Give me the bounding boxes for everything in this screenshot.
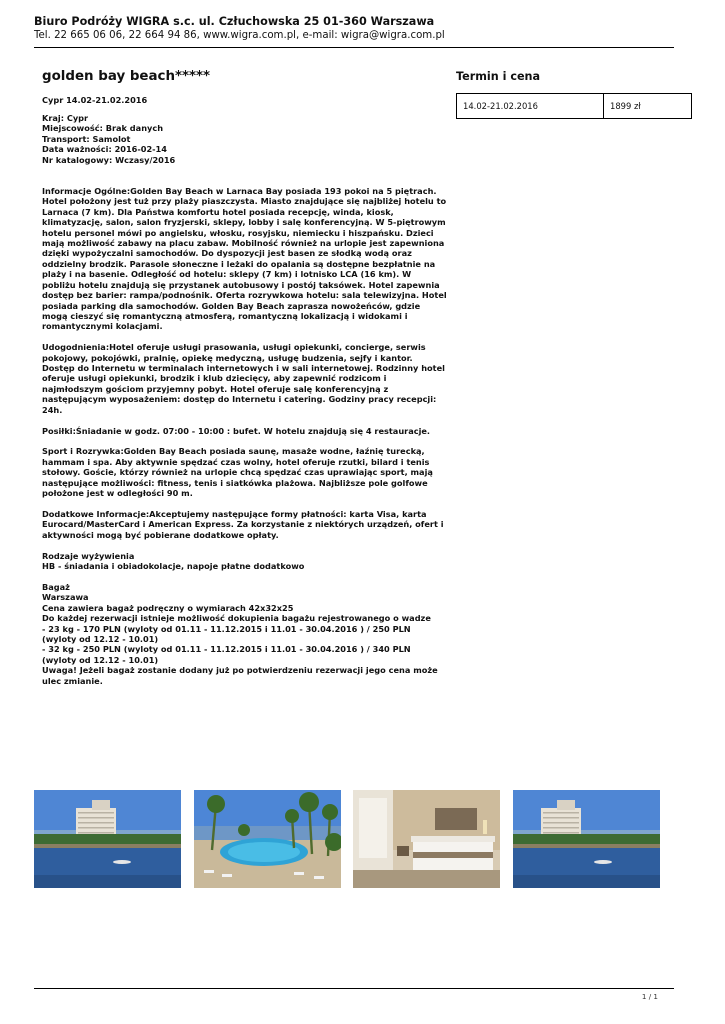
room-photo[interactable] bbox=[353, 790, 500, 888]
footer-divider bbox=[34, 988, 674, 989]
info-amenities: Udogodnienia:Hotel oferuje usługi prasowania, usługi opiekunki, concierge, serwis pokojowy, pokojówki, pralnię, opiekę medyczną, usługę budzenia, sejfy i kantor. Dostęp do Internetu w terminalach internetowych i w sali internetowej. Rodzinny hotel oferuje usługi opiekunki, brodzik i klub dziecięcy, aby zapewnić rodzicom i najmłodszym gościom przyjemny pobyt. Hotel oferuje salę konferencyjną z następującym wyposażeniem: dostęp do Internetu i catering. Godziny pracy recepcji: 24h. bbox=[42, 342, 445, 415]
term-price-title: Termin i cena bbox=[456, 70, 541, 83]
offer-dates: Cypr 14.02-21.02.2016 bbox=[42, 95, 148, 105]
meta-transport: Transport: Samolot bbox=[42, 133, 131, 144]
baggage-hand: Cena zawiera bagaż podręczny o wymiarach 42x32x25 bbox=[42, 602, 294, 613]
board-section bbox=[42, 551, 447, 572]
meta-location: Miejscowość: Brak danych bbox=[42, 123, 164, 134]
table-row bbox=[457, 94, 692, 119]
baggage-section bbox=[42, 582, 447, 686]
term-cell: 14.02-21.02.2016 bbox=[457, 94, 604, 119]
info-extra: Dodatkowe Informacje:Akceptujemy następujące formy płatności: karta Visa, karta Eurocard/MasterCard i American Express. Za korzystanie z niektórych urządzeń, ofert i aktywności mogą być pobierane dodatkowe opłaty. bbox=[42, 509, 444, 540]
offer-meta bbox=[42, 113, 447, 165]
price-table bbox=[456, 93, 692, 119]
info-sport: Sport i Rozrywka:Golden Bay Beach posiada saunę, masaże wodne, łaźnię turecką, hammam i spa. Aby aktywnie spędzać czas wolny, hotel oferuje rzutki, bilard i tenis stołowy. Goście, którzy również na urlopie chcą spędzać czas uprawiając sport, mają następujące możliwości: fitness, tenis i siatkówka plażowa. Najbliższe pole golfowe położone jest w odległości 90 m. bbox=[42, 446, 433, 499]
photo-gallery bbox=[34, 790, 660, 888]
baggage-option-32kg: - 32 kg - 250 PLN (wyloty od 01.11 - 11.12.2015 i 11.01 - 30.04.2016 ) / 340 PLN (wyloty od 12.12 - 10.01) bbox=[42, 644, 411, 665]
header-divider bbox=[34, 47, 674, 48]
hotel-exterior-photo[interactable] bbox=[34, 790, 181, 888]
page-number: 1 / 1 bbox=[641, 992, 658, 1001]
baggage-city: Warszawa bbox=[42, 592, 89, 603]
meta-valid-date: Data ważności: 2016-02-14 bbox=[42, 144, 167, 155]
offer-main bbox=[42, 68, 447, 686]
baggage-title: Bagaż bbox=[42, 582, 70, 593]
baggage-option-intro: Do każdej rezerwacji istnieje możliwość dokupienia bagażu rejestrowanego o wadze bbox=[42, 613, 431, 624]
baggage-option-23kg: - 23 kg - 170 PLN (wyloty od 01.11 - 11.12.2015 i 11.01 - 30.04.2016 ) / 250 PLN (wyloty od 12.12 - 10.01) bbox=[42, 623, 411, 645]
board-title: Rodzaje wyżywienia bbox=[42, 550, 135, 561]
board-text: HB - śniadania i obiadokolacje, napoje płatne dodatkowo bbox=[42, 561, 305, 572]
price-cell: 1899 zł bbox=[604, 94, 692, 119]
info-meals: Posiłki:Śniadanie w godz. 07:00 - 10:00 : bufet. W hotelu znajdują się 4 restauracje. bbox=[42, 425, 431, 436]
hotel-exterior-photo-2[interactable] bbox=[513, 790, 660, 888]
meta-catalog-number: Nr katalogowy: Wczasy/2016 bbox=[42, 154, 176, 165]
info-general: Informacje Ogólne:Golden Bay Beach w Larnaca Bay posiada 193 pokoi na 5 piętrach. Hotel położony jest tuż przy plaży piaszczysta. Miasto znajdujące się najbliżej hotelu to Larnaca (7 km). Dla Państwa komfortu hotel posiada recepcję, winda, kiosk, klimatyzację, salon, salon fryzjerski, sklepy, lobby i salę konferencyjną. W 5-piętrowym hotelu personel mówi po angielsku, włosku, rosyjsku, niemiecku i hiszpańsku. Dzieci mają możliwość zabawy na placu zabaw. Mobilność również na urlopie jest zapewniona dzięki wypożyczalni samochodów. Do dyspozycji jest basen ze słodką wodą oraz oddzielny brodzik. Parasole słoneczne i leżaki do opalania są dostępne bezpłatnie na plaży i na basenie. Odległość od hotelu: sklepy (7 km) i lotnisko LCA (16 km). W pobliżu hotelu znajdują się przystanek autobusowy i postój taksówek. Hotel zapewnia dostęp bez barier: rampa/podnośnik. Oferta rozrywkowa hotelu: sala telewizyjna. Hotel posiada parking dla samochodów. Golden Bay Beach zaprasza nowożeńców, gdzie mogą cieszyć się romantyczną atmosferą, romantyczną lokalizacją i widokami i romantycznymi kolacjami. bbox=[42, 186, 447, 332]
pool-photo[interactable] bbox=[194, 790, 341, 888]
company-line: Biuro Podróży WIGRA s.c. ul. Człuchowska 25 01-360 Warszawa bbox=[34, 15, 435, 28]
baggage-warning: Uwaga! Jeżeli bagaż zostanie dodany już po potwierdzeniu rezerwacji jego cena może ulec zmianie. bbox=[42, 665, 438, 686]
contact-line: Tel. 22 665 06 06, 22 664 94 86, www.wigra.com.pl, e-mail: wigra@wigra.com.pl bbox=[34, 30, 445, 41]
meta-country: Kraj: Cypr bbox=[42, 113, 89, 123]
term-price-panel bbox=[456, 70, 692, 119]
offer-title: golden bay beach***** bbox=[42, 69, 211, 84]
document-header bbox=[34, 14, 694, 43]
